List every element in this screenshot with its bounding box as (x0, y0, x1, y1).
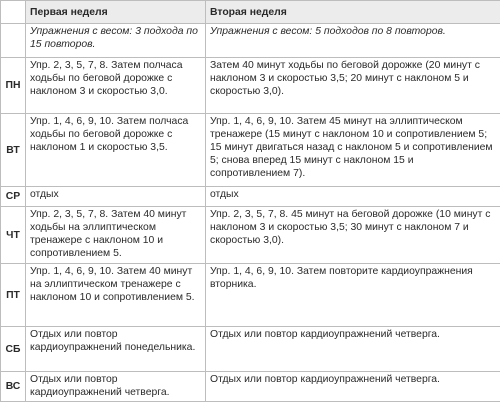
header-week2: Вторая неделя (206, 1, 500, 24)
day-label: ВТ (1, 114, 26, 187)
table-row (1, 264, 500, 327)
subheader-week1: Упражнения с весом: 3 подхода по 15 повторов. (26, 24, 206, 58)
table-row (1, 58, 500, 114)
week1-cell: Упр. 2, 3, 5, 7, 8. Затем полчаса ходьбы по беговой дорожке с наклоном 3 и скоростью 3,0. (26, 58, 206, 114)
day-label: ПТ (1, 264, 26, 327)
week1-cell: Отдых или повтор кардиоупражнений понедельника. (26, 327, 206, 372)
week2-cell: Упр. 1, 4, 6, 9, 10. Затем повторите кардиоупражнения вторника. (206, 264, 500, 327)
subheader-row (1, 24, 500, 58)
day-label: СБ (1, 327, 26, 372)
day-label: ПН (1, 58, 26, 114)
week1-cell: отдых (26, 187, 206, 207)
subheader-empty-cell (1, 24, 26, 58)
table-row (1, 187, 500, 207)
week2-cell: Упр. 2, 3, 5, 7, 8. 45 минут на беговой дорожке (10 минут с наклоном 3 и скоростью 3,5; 30 минут с наклоном 7 и скоростью 3,0). (206, 207, 500, 264)
table-row (1, 372, 500, 402)
week1-cell: Отдых или повтор кардиоупражнений четверга. (26, 372, 206, 402)
day-label: ЧТ (1, 207, 26, 264)
week2-cell: отдых (206, 187, 500, 207)
week2-cell: Затем 40 минут ходьбы по беговой дорожке (20 минут с наклоном 3 и скоростью 3,5; 20 минут с наклоном 5 и скоростью 3,0). (206, 58, 500, 114)
day-label: ВС (1, 372, 26, 402)
header-week1: Первая неделя (26, 1, 206, 24)
week1-cell: Упр. 2, 3, 5, 7, 8. Затем 40 минут ходьбы на эллиптическом тренажере с наклоном 10 и сопротивлением 5. (26, 207, 206, 264)
table-row (1, 327, 500, 372)
day-label: СР (1, 187, 26, 207)
week1-cell: Упр. 1, 4, 6, 9, 10. Затем 40 минут на эллиптическом тренажере с наклоном 10 и сопротивлением 5. (26, 264, 206, 327)
week2-cell: Упр. 1, 4, 6, 9, 10. Затем 45 минут на эллиптическом тренажере (15 минут с наклоном 10 и сопротивлением 5; 15 минут двигаться назад с наклоном 5 и сопротивлением 5; снова вперед 15 минут с наклоном 15 и сопротивлением 7). (206, 114, 500, 187)
header-day (1, 1, 26, 24)
subheader-week2: Упражнения с весом: 5 подходов по 8 повторов. (206, 24, 500, 58)
header-row (1, 1, 500, 24)
week2-cell: Отдых или повтор кардиоупражнений четверга. (206, 327, 500, 372)
week1-cell: Упр. 1, 4, 6, 9, 10. Затем полчаса ходьбы по беговой дорожке с наклоном 1 и скоростью 3,5. (26, 114, 206, 187)
table-row (1, 114, 500, 187)
week2-cell: Отдых или повтор кардиоупражнений четверга. (206, 372, 500, 402)
table-row (1, 207, 500, 264)
